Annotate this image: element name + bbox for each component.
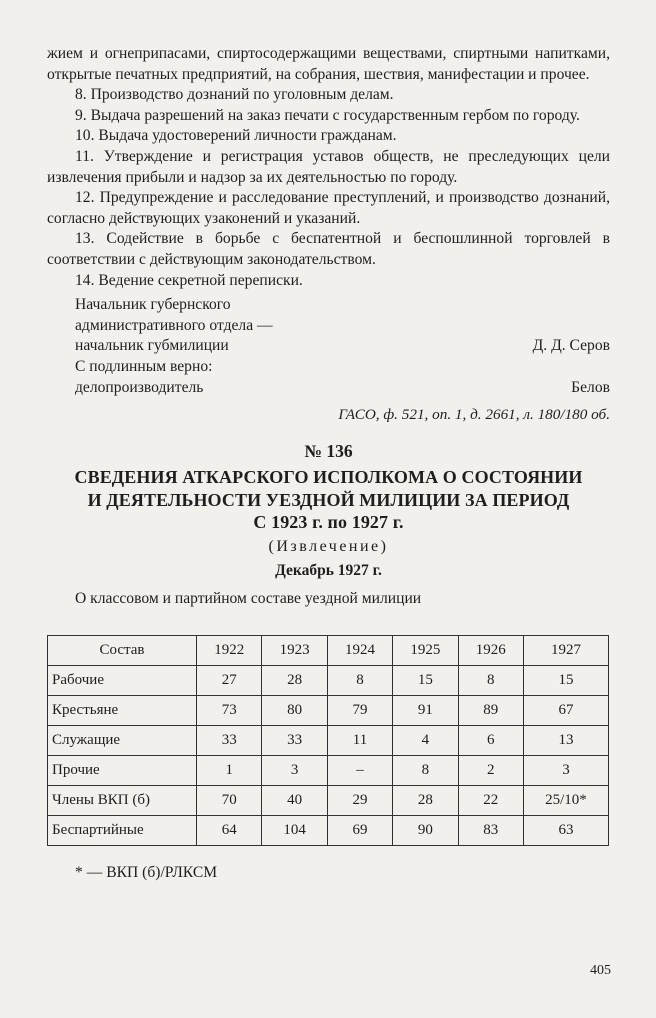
table-cell: 40 bbox=[262, 786, 327, 816]
row-label: Рабочие bbox=[48, 666, 197, 696]
document-title-line-2: И ДЕЯТЕЛЬНОСТИ УЕЗДНОЙ МИЛИЦИИ ЗА ПЕРИОД bbox=[87, 489, 570, 510]
signature-row-1 bbox=[75, 336, 610, 357]
table-cell: 15 bbox=[393, 666, 458, 696]
paragraph-continuation: жием и огнеприпасами, спиртосодержащими веществами, спиртными напитками, открытые печатных предприятий, на собрания, шествия, манифестации и прочее. bbox=[47, 45, 610, 83]
signature-block bbox=[75, 295, 610, 398]
header-cell-1927: 1927 bbox=[523, 636, 608, 666]
table-cell: 104 bbox=[262, 816, 327, 846]
table-row bbox=[48, 786, 609, 816]
page-content bbox=[47, 44, 610, 882]
table-cell: 70 bbox=[197, 786, 262, 816]
table-header-row bbox=[48, 636, 609, 666]
table-cell: 33 bbox=[197, 726, 262, 756]
table-cell: 15 bbox=[523, 666, 608, 696]
table-cell: 79 bbox=[327, 696, 392, 726]
table-cell: – bbox=[327, 756, 392, 786]
signature-name-serov: Д. Д. Серов bbox=[532, 337, 610, 355]
table-caption: О классовом и партийном составе уездной милиции bbox=[75, 589, 422, 607]
row-label: Крестьяне bbox=[48, 696, 197, 726]
list-item-10: 10. Выдача удостоверений личности гражданам. bbox=[75, 127, 397, 145]
signature-title-line-1: Начальник губернского bbox=[75, 296, 231, 314]
signature-name-belov: Белов bbox=[571, 378, 610, 396]
table-cell: 33 bbox=[262, 726, 327, 756]
table-cell: 1 bbox=[197, 756, 262, 786]
row-label: Беспартийные bbox=[48, 816, 197, 846]
table-cell: 27 bbox=[197, 666, 262, 696]
document-title-line-3: С 1923 г. по 1927 г. bbox=[253, 512, 404, 533]
table-cell: 91 bbox=[393, 696, 458, 726]
table-cell: 8 bbox=[458, 666, 523, 696]
table-cell: 67 bbox=[523, 696, 608, 726]
table-cell: 3 bbox=[262, 756, 327, 786]
table-cell: 83 bbox=[458, 816, 523, 846]
archive-reference: ГАСО, ф. 521, оп. 1, д. 2661, л. 180/180 об. bbox=[338, 406, 610, 424]
document-extract-note: (Извлечение) bbox=[268, 537, 389, 555]
list-item-11: 11. Утверждение и регистрация уставов обществ, не преследующих цели извлечения прибыли и надзор за их деятельностью по городу. bbox=[47, 147, 610, 186]
table-cell: 73 bbox=[197, 696, 262, 726]
table-cell: 29 bbox=[327, 786, 392, 816]
header-cell-1925: 1925 bbox=[393, 636, 458, 666]
table-cell: 3 bbox=[523, 756, 608, 786]
table-cell: 25/10* bbox=[523, 786, 608, 816]
signature-title-line-3: начальник губмилиции bbox=[75, 337, 229, 355]
table-row bbox=[48, 696, 609, 726]
header-cell-1923: 1923 bbox=[262, 636, 327, 666]
table-cell: 28 bbox=[393, 786, 458, 816]
list-item-8: 8. Производство дознаний по уголовным делам. bbox=[75, 86, 394, 104]
signature-title-line-2: административного отдела — bbox=[75, 316, 273, 334]
list-item-12: 12. Предупреждение и расследование преступлений, и производство дознаний, согласно действующих узаконений и указаний. bbox=[47, 189, 610, 227]
table-cell: 4 bbox=[393, 726, 458, 756]
table-cell: 64 bbox=[197, 816, 262, 846]
table-cell: 8 bbox=[393, 756, 458, 786]
table-cell: 2 bbox=[458, 756, 523, 786]
table-row bbox=[48, 666, 609, 696]
row-label: Прочие bbox=[48, 756, 197, 786]
table-cell: 13 bbox=[523, 726, 608, 756]
document-title-line-1: СВЕДЕНИЯ АТКАРСКОГО ИСПОЛКОМА О СОСТОЯНИИ bbox=[74, 467, 583, 488]
table-cell: 80 bbox=[262, 696, 327, 726]
table-footnote: * — ВКП (б)/РЛКСМ bbox=[75, 864, 218, 882]
row-label: Служащие bbox=[48, 726, 197, 756]
header-cell-1924: 1924 bbox=[327, 636, 392, 666]
signature-row-2 bbox=[75, 378, 610, 399]
document-date: Декабрь 1927 г. bbox=[275, 561, 382, 579]
document-number: № 136 bbox=[304, 441, 353, 462]
header-cell-1922: 1922 bbox=[197, 636, 262, 666]
table-cell: 90 bbox=[393, 816, 458, 846]
table-cell: 28 bbox=[262, 666, 327, 696]
header-cell-1926: 1926 bbox=[458, 636, 523, 666]
certification-line: С подлинным верно: bbox=[75, 357, 213, 375]
militia-composition-table bbox=[47, 635, 609, 846]
list-item-13: 13. Содействие в борьбе с беспатентной и беспошлинной торговлей в соответствии с действующим законодательством. bbox=[47, 230, 610, 268]
table-row bbox=[48, 816, 609, 846]
table-cell: 69 bbox=[327, 816, 392, 846]
table-cell: 22 bbox=[458, 786, 523, 816]
body-text bbox=[47, 44, 610, 291]
header-cell-composition: Состав bbox=[48, 636, 197, 666]
table-cell: 63 bbox=[523, 816, 608, 846]
clerk-title: делопроизводитель bbox=[75, 378, 204, 396]
table-cell: 89 bbox=[458, 696, 523, 726]
table-row bbox=[48, 756, 609, 786]
table-row bbox=[48, 726, 609, 756]
document-title bbox=[47, 466, 610, 534]
page-number: 405 bbox=[590, 963, 611, 978]
table-cell: 6 bbox=[458, 726, 523, 756]
list-item-9: 9. Выдача разрешений на заказ печати с государственным гербом по городу. bbox=[75, 106, 580, 124]
row-label: Члены ВКП (б) bbox=[48, 786, 197, 816]
table-cell: 8 bbox=[327, 666, 392, 696]
table-cell: 11 bbox=[327, 726, 392, 756]
list-item-14: 14. Ведение секретной переписки. bbox=[75, 271, 303, 289]
